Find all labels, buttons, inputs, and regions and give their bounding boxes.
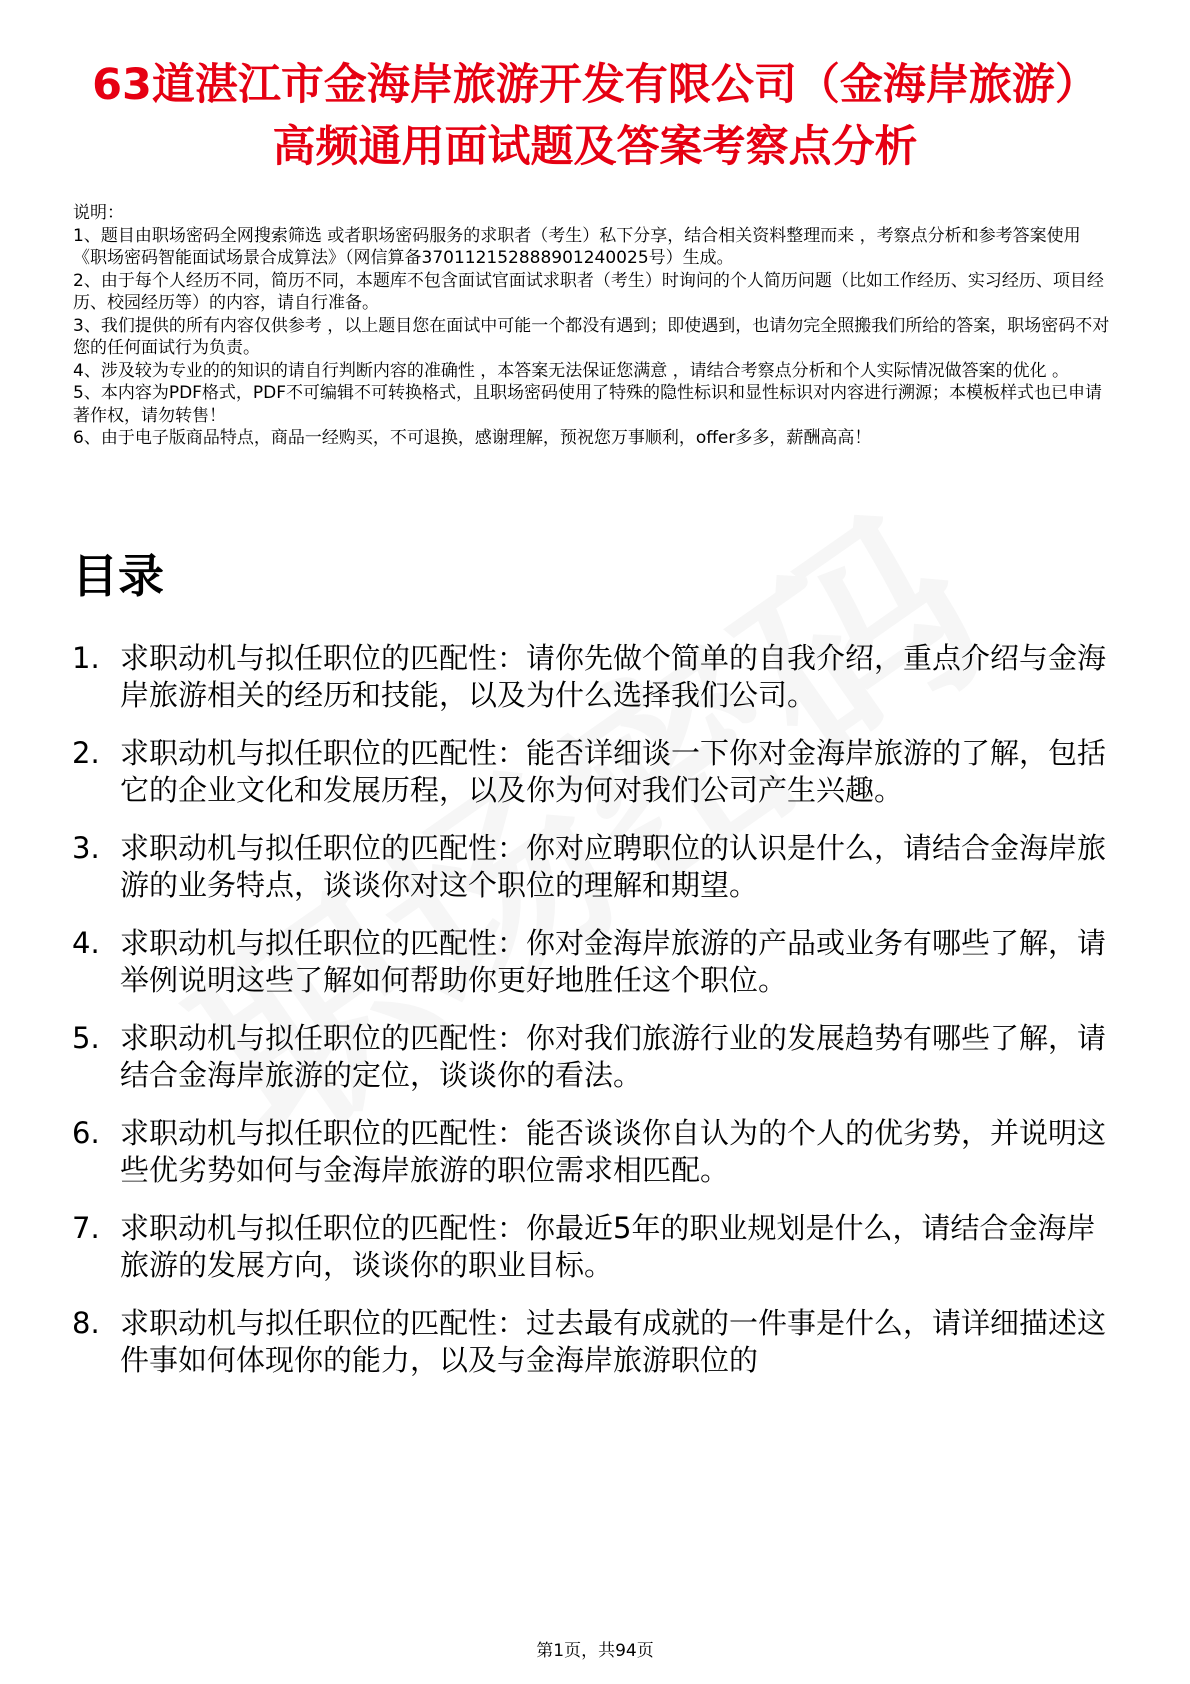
toc-item-text: 求职动机与拟任职位的匹配性：过去最有成就的一件事是什么，请详细描述这件事如何体现你的能力，以及与金海岸旅游职位的 xyxy=(120,1306,1107,1377)
toc-item-text: 求职动机与拟任职位的匹配性：你对金海岸旅游的产品或业务有哪些了解，请举例说明这些了解如何帮助你更好地胜任这个职位。 xyxy=(120,926,1107,997)
toc-item-1[interactable] xyxy=(72,640,1122,714)
document-title: 63道湛江市金海岸旅游开发有限公司（金海岸旅游）高频通用面试题及答案考察点分析 xyxy=(92,60,1098,172)
toc-item-text: 求职动机与拟任职位的匹配性：能否谈谈你自认为的个人的优劣势，并说明这些优劣势如何与金海岸旅游的职位需求相匹配。 xyxy=(120,1116,1107,1187)
toc-item-text: 求职动机与拟任职位的匹配性：你对我们旅游行业的发展趋势有哪些了解，请结合金海岸旅游的定位，谈谈你的看法。 xyxy=(120,1021,1107,1092)
toc-item-4[interactable] xyxy=(72,925,1122,999)
toc-item-text: 求职动机与拟任职位的匹配性：你对应聘职位的认识是什么，请结合金海岸旅游的业务特点，谈谈你对这个职位的理解和期望。 xyxy=(120,831,1107,902)
toc-item-number: 3. xyxy=(72,831,100,865)
toc-item-3[interactable] xyxy=(72,830,1122,904)
toc-item-text: 求职动机与拟任职位的匹配性：请你先做个简单的自我介绍，重点介绍与金海岸旅游相关的经历和技能，以及为什么选择我们公司。 xyxy=(120,641,1107,712)
note-item-5: 5、本内容为PDF格式，PDF不可编辑不可转换格式，且职场密码使用了特殊的隐性标识和显性标识对内容进行溯源；本模板样式也已申请著作权，请勿转售！ xyxy=(73,383,1103,426)
toc-item-text: 求职动机与拟任职位的匹配性：你最近5年的职业规划是什么，请结合金海岸旅游的发展方向，谈谈你的职业目标。 xyxy=(120,1211,1096,1282)
toc-item-number: 7. xyxy=(72,1211,100,1245)
note-item-1: 1、题目由职场密码全网搜索筛选 或者职场密码服务的求职者（考生）私下分享，结合相关资料整理而来 ，考察点分析和参考答案使用《职场密码智能面试场景合成算法》（网信算备370112152888901240025号）生成。 xyxy=(73,225,1081,268)
page-footer: 第1页，共94页 xyxy=(536,1641,654,1661)
toc-item-8[interactable] xyxy=(72,1305,1122,1379)
toc-item-number: 8. xyxy=(72,1306,100,1340)
toc-item-5[interactable] xyxy=(72,1020,1122,1094)
note-item-2: 2、由于每个人经历不同，简历不同，本题库不包含面试官面试求职者（考生）时询问的个人简历问题（比如工作经历、实习经历、项目经历、校园经历等）的内容，请自行准备。 xyxy=(73,270,1104,313)
toc-item-text: 求职动机与拟任职位的匹配性：能否详细谈一下你对金海岸旅游的了解，包括它的企业文化和发展历程，以及你为何对我们公司产生兴趣。 xyxy=(120,736,1107,807)
toc-item-number: 6. xyxy=(72,1116,100,1150)
toc-list xyxy=(72,640,1122,1400)
toc-item-number: 1. xyxy=(72,641,100,675)
toc-item-number: 4. xyxy=(72,926,100,960)
toc-item-7[interactable] xyxy=(72,1210,1122,1284)
note-item-4: 4、涉及较为专业的的知识的请自行判断内容的准确性 ，本答案无法保证您满意 ，请结合考察点分析和个人实际情况做答案的优化 。 xyxy=(73,360,1070,381)
toc-item-2[interactable] xyxy=(72,735,1122,809)
toc-item-number: 2. xyxy=(72,736,100,770)
notes-section xyxy=(73,202,1113,450)
toc-item-number: 5. xyxy=(72,1021,100,1055)
toc-item-6[interactable] xyxy=(72,1115,1122,1189)
note-item-6: 6、由于电子版商品特点，商品一经购买，不可退换，感谢理解，预祝您万事顺利，offer多多，薪酬高高！ xyxy=(73,428,872,448)
notes-heading: 说明： xyxy=(73,203,124,223)
toc-heading: 目录 xyxy=(72,549,164,603)
note-item-3: 3、我们提供的所有内容仅供参考 ，以上题目您在面试中可能一个都没有遇到；即使遇到，也请勿完全照搬我们所给的答案，职场密码不对您的任何面试行为负责。 xyxy=(73,315,1110,358)
